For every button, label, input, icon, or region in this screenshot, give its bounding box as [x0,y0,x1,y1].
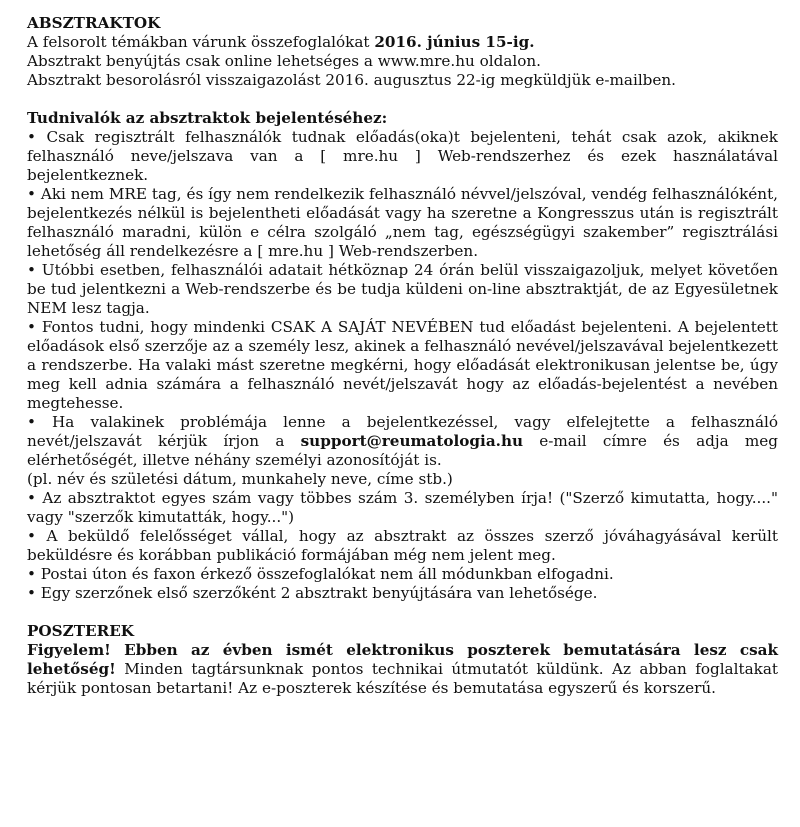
info-bullet-two-abstracts: • Egy szerzőnek első szerzőként 2 absztrakt benyújtására van lehetősége. [27,584,598,602]
info-bullet-no-post-fax: • Postai úton és faxon érkező összefoglalókat nem áll módunkban elfogadni. [27,565,614,583]
posters-notice: Figyelem! Ebben az évben ismét elektronikus poszterek bemutatására lesz csak lehetőség! [27,641,778,678]
abstracts-deadline-text: A felsorolt témákban várunk összefoglalókat [27,33,375,51]
spacer [27,603,778,622]
posters-body: Minden tagtársunknak pontos technikai útmutatót küldünk. Az abban foglaltakat kérjük pontosan betartani! Az e-poszterek készítése és bemutatása egyszerű és korszerű. [27,660,778,697]
info-bullet-own-name: • Fontos tudni, hogy mindenki CSAK A SAJÁT NEVÉBEN tud előadást bejelenteni. A bejelentett előadások első szerzője az a személy lesz, akinek a felhasználó nevével/jelszavával bejelentkezett a rendszerbe. Ha valaki mást szeretne megkérni, hogy előadását elektronikusan jelentse be, úgy meg kell adnia számára a felhasználó nevét/jelszavát hogy az előadás-bejelentést a nevében megtehesse. [27,318,778,412]
info-bullet-non-members: • Aki nem MRE tag, és így nem rendelkezik felhasználó névvel/jelszóval, vendég felhasználóként, bejelentkezés nélkül is bejelentheti előadását vagy ha szeretne a Kongresszus után is regisztrált felhasználó maradni, külön e célra szolgáló „nem tag, egészségügyi szakember” regisztrálási lehetőség áll rendelkezésre a [ mre.hu ] Web-rendszerben. [27,185,778,260]
info-bullet-registered-users: • Csak regisztrált felhasználók tudnak előadás(oka)t bejelenteni, tehát csak azok, akiknek felhasználó neve/jelszava van a [ mre.hu ] Web-rendszerhez és ezek használatával bejelentkeznek. [27,128,778,184]
document [27,14,778,698]
info-bullet-confirmation: • Utóbbi esetben, felhasználói adatait hétköznap 24 órán belül visszaigazoljuk, melyet követően be tud jelentkezni a Web-rendszerbe és be tudja küldeni on-line absztraktját, de az Egyesületnek NEM lesz tagja. [27,261,778,317]
abstracts-deadline [27,33,778,52]
support-email-link[interactable]: support@reumatologia.hu [300,432,524,450]
abstracts-heading: ABSZTRAKTOK [27,14,161,32]
posters-heading: POSZTEREK [27,622,134,640]
abstracts-confirmation-note: Absztrakt besorolásról visszaigazolást 2016. augusztus 22-ig megküldjük e-mailben. [27,71,676,89]
abstracts-submission-note: Absztrakt benyújtás csak online lehetséges a www.mre.hu oldalon. [27,52,541,70]
login-problem-text: • Ha valakinek problémája lenne a bejelentkezéssel, vagy elfelejtette a felhasználó nevét/jelszavát kérjük írjon a [27,413,778,450]
login-problem-text-end: e-mail címre és adja meg elérhetőségét, illetve néhány személyi azonosítóját is. [27,432,778,469]
info-heading: Tudnivalók az absztraktok bejelentéséhez: [27,109,388,127]
info-bullet-login-problem [27,413,778,470]
spacer [27,90,778,109]
abstracts-deadline-date: 2016. június 15-ig. [374,33,535,51]
info-login-problem-note: (pl. név és születési dátum, munkahely neve, címe stb.) [27,470,453,488]
posters-paragraph [27,641,778,698]
info-bullet-third-person: • Az absztraktot egyes szám vagy többes szám 3. személyben írja! ("Szerző kimutatta, hogy...." vagy "szerzők kimutatták, hogy...") [27,489,778,526]
info-bullet-responsibility: • A beküldő felelősséget vállal, hogy az absztrakt az összes szerző jóváhagyásával került beküldésre és korábban publikáció formájában még nem jelent meg. [27,527,778,564]
